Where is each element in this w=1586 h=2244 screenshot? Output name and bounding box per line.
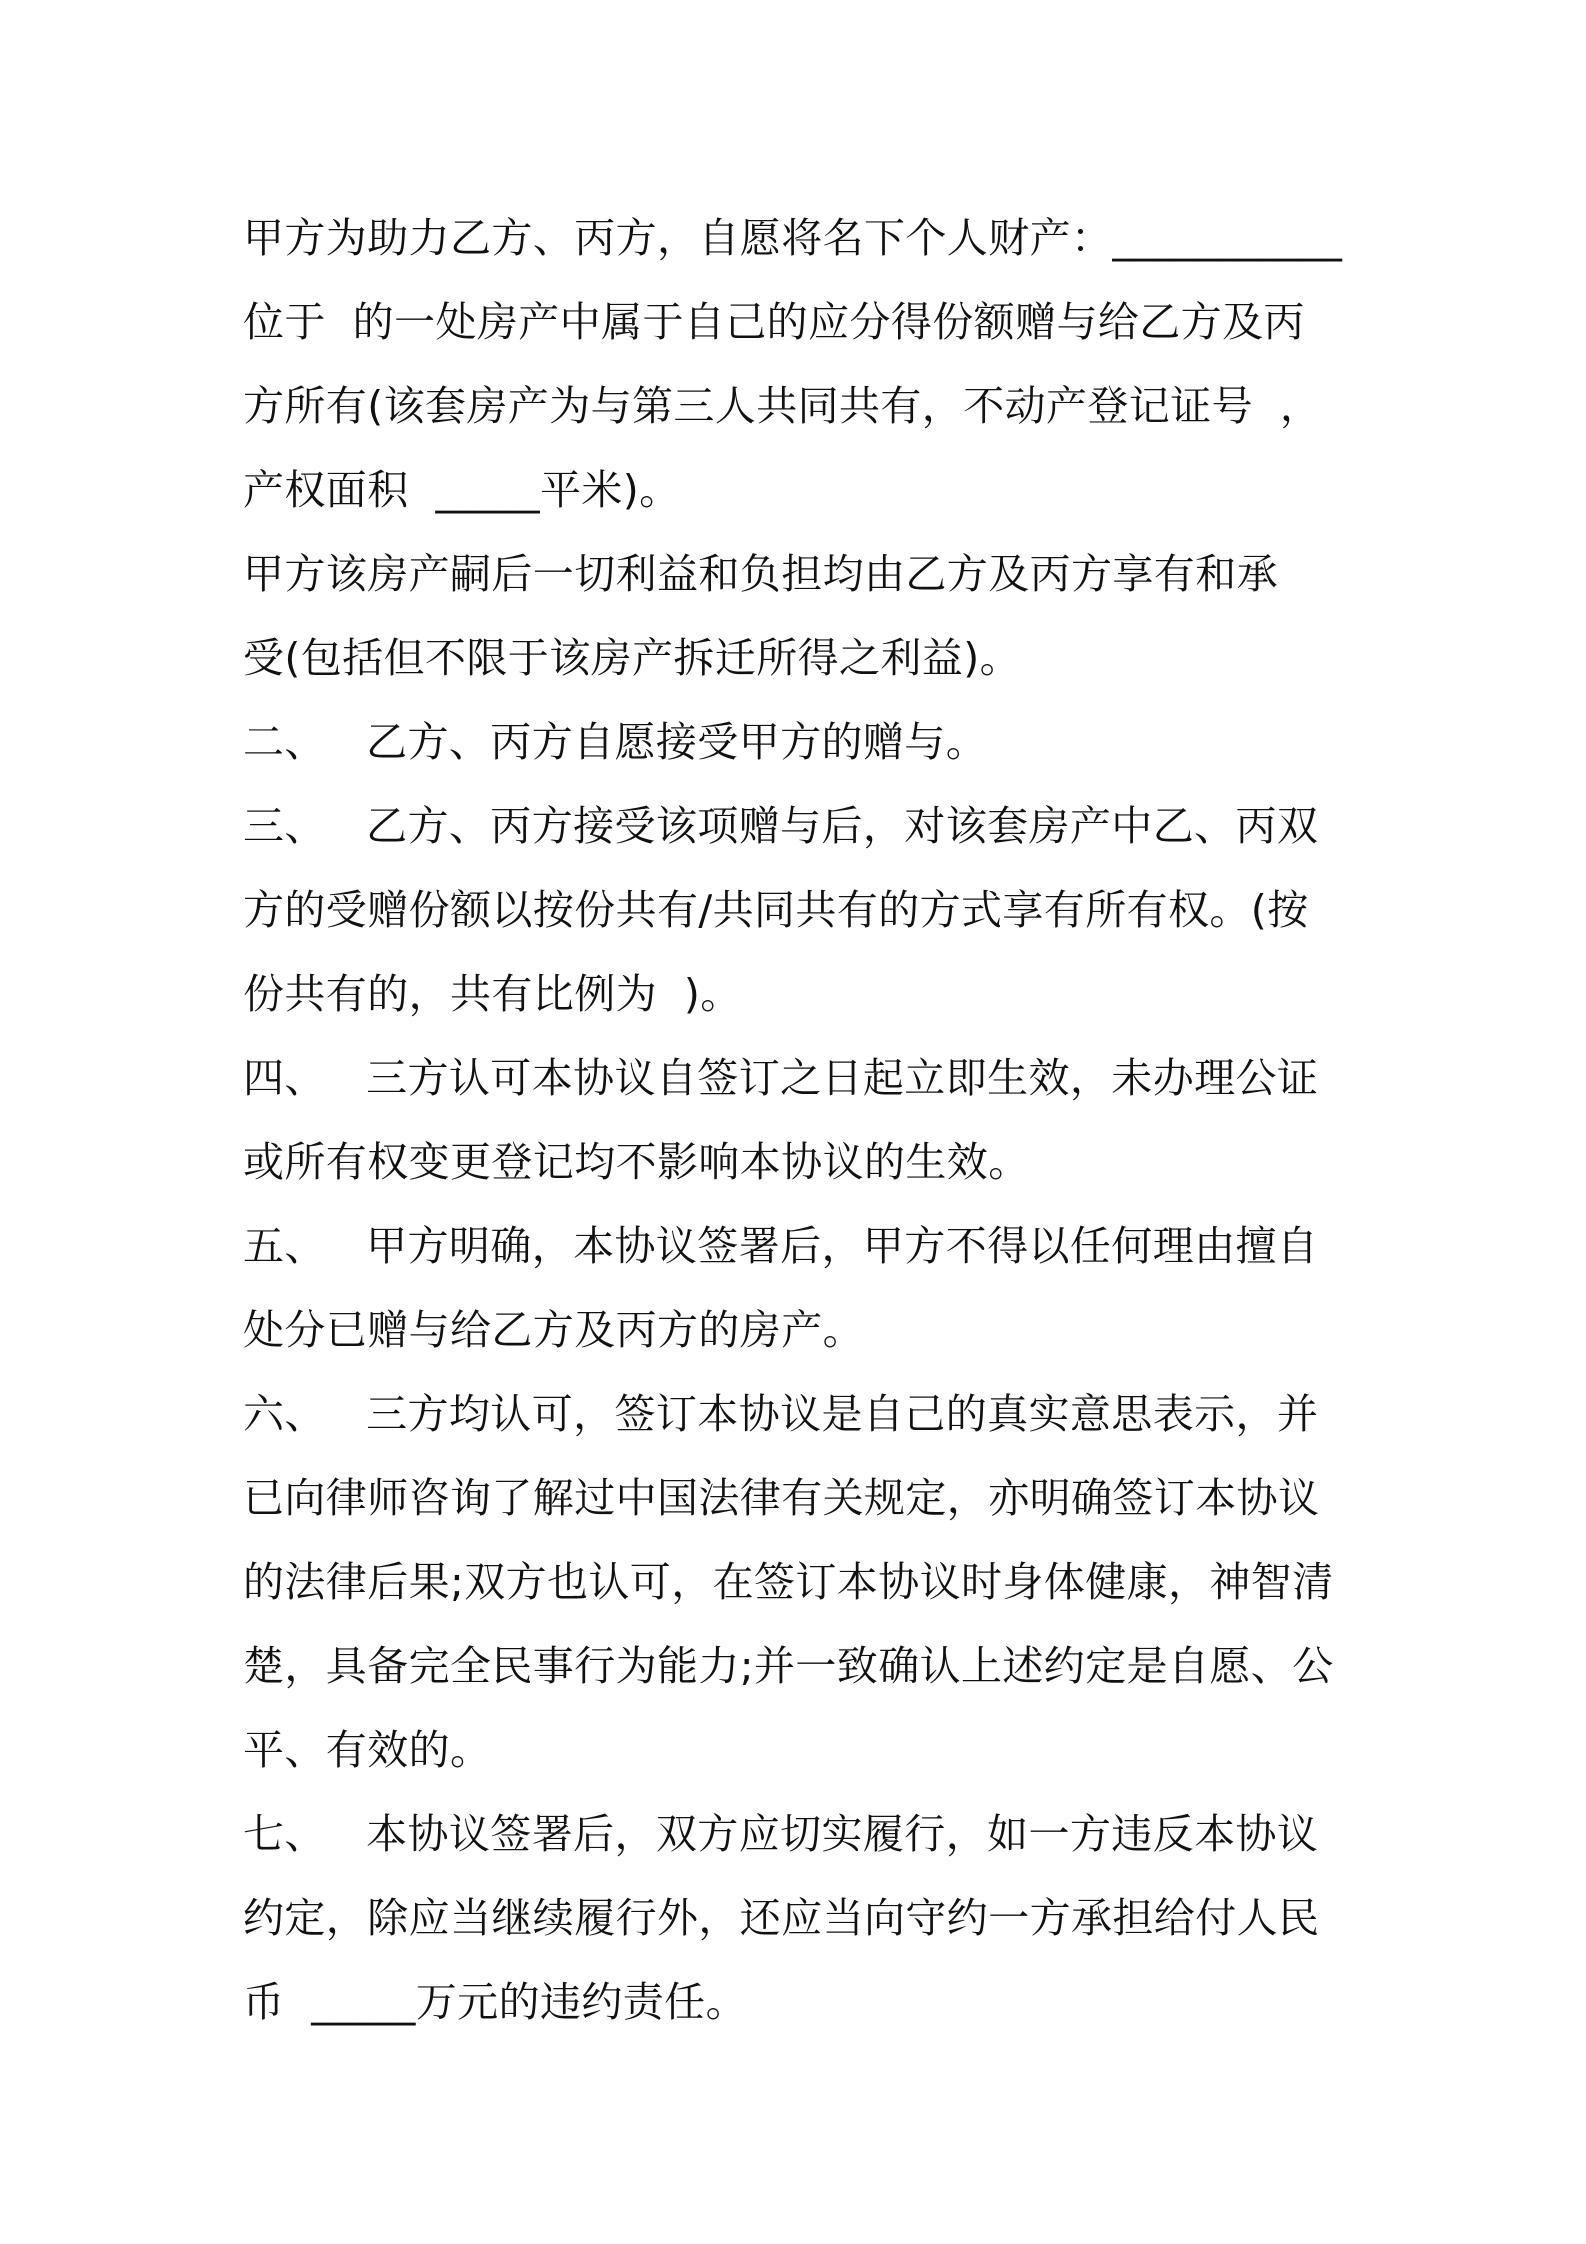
text-line: 二、 乙方、丙方自愿接受甲方的赠与。 [243, 718, 988, 766]
text-line: 方所有(该套房产为与第三人共同共有，不动产登记证号 ， [243, 382, 1322, 430]
text-line: 币 _____万元的违约责任。 [243, 1978, 747, 2026]
text-line: 楚，具备完全民事行为能力;并一致确认上述约定是自愿、公 [243, 1642, 1334, 1690]
text-line: 七、 本协议签署后，双方应切实履行，如一方违反本协议 [243, 1810, 1319, 1858]
text-line: 三、 乙方、丙方接受该项赠与后，对该套房产中乙、丙双 [243, 802, 1319, 850]
text-line: 受(包括但不限于该房产拆迁所得之利益)。 [243, 634, 1021, 682]
text-line: 处分已赠与给乙方及丙方的房产。 [243, 1306, 864, 1354]
text-line: 甲方为助力乙方、丙方，自愿将名下个人财产：___________ [243, 214, 1343, 262]
text-line: 位于 的一处房产中属于自己的应分得份额赠与给乙方及丙 [243, 298, 1305, 346]
text-line: 平、有效的。 [243, 1726, 492, 1774]
document-body [243, 196, 1363, 2044]
text-line: 约定，除应当继续履行外，还应当向守约一方承担给付人民 [243, 1894, 1320, 1942]
text-line: 已向律师咨询了解过中国法律有关规定，亦明确签订本协议 [243, 1474, 1320, 1522]
text-line: 份共有的，共有比例为 )。 [243, 970, 742, 1018]
text-line: 的法律后果;双方也认可，在签订本协议时身体健康，神智清 [243, 1558, 1334, 1606]
text-line: 五、 甲方明确，本协议签署后，甲方不得以任何理由擅自 [243, 1222, 1319, 1270]
text-line: 或所有权变更登记均不影响本协议的生效。 [243, 1138, 1030, 1186]
text-line: 方的受赠份额以按份共有/共同共有的方式享有所有权。(按 [243, 886, 1309, 934]
text-line: 产权面积 _____平米)。 [243, 466, 681, 514]
text-line: 六、 三方均认可，签订本协议是自己的真实意思表示，并 [243, 1390, 1319, 1438]
text-line: 四、 三方认可本协议自签订之日起立即生效，未办理公证 [243, 1054, 1319, 1102]
text-line: 甲方该房产嗣后一切利益和负担均由乙方及丙方享有和承 [243, 550, 1278, 598]
